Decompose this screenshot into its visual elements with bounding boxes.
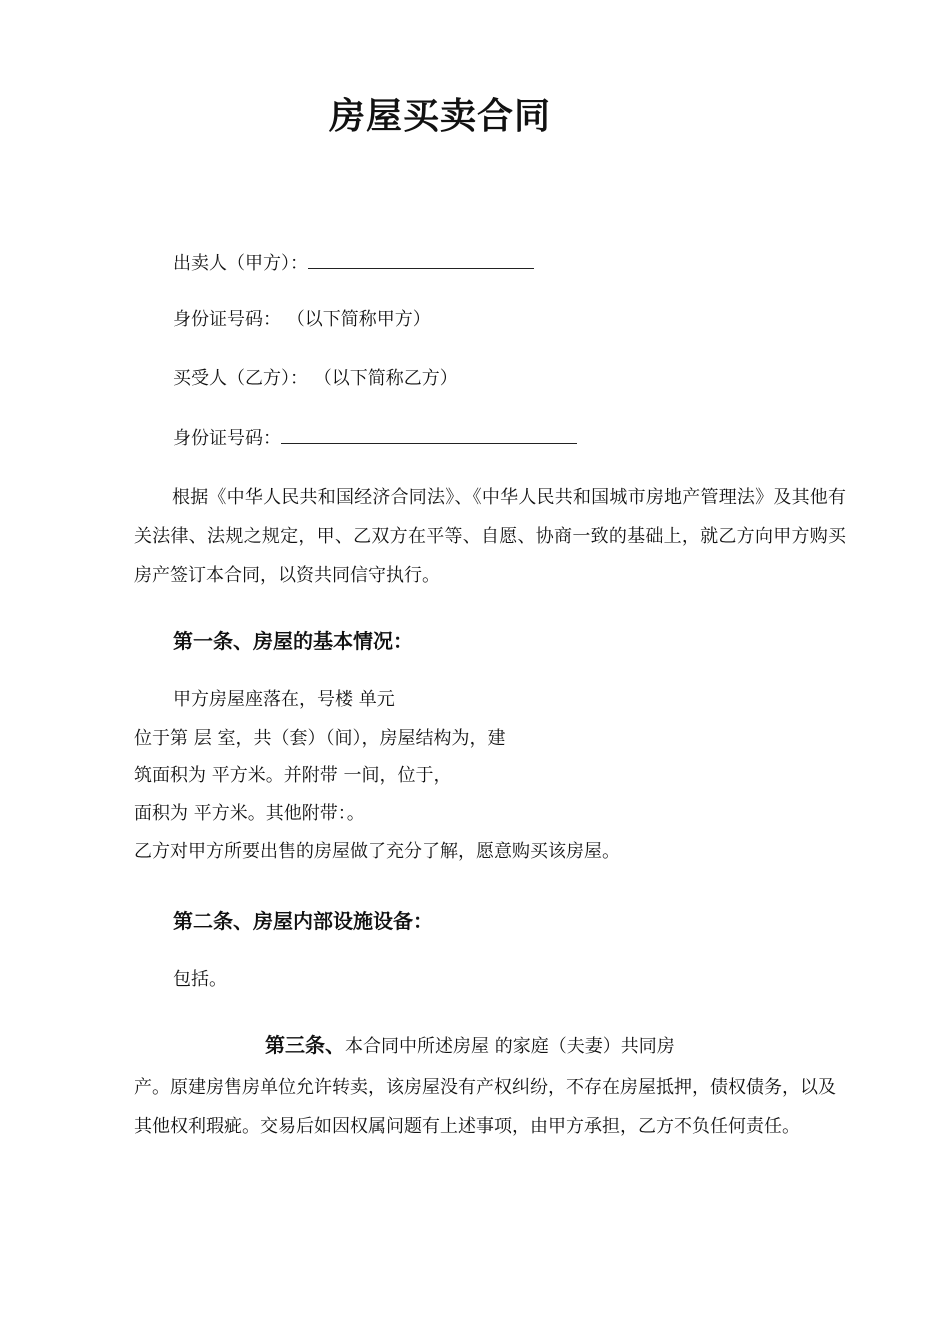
document-title: 房屋买卖合同 bbox=[328, 95, 551, 137]
article3-heading: 第三条、 bbox=[265, 1033, 345, 1057]
seller-line bbox=[173, 250, 534, 276]
seller-name-blank[interactable] bbox=[308, 250, 534, 269]
buyer-id-blank[interactable] bbox=[281, 425, 577, 444]
preamble-paragraph: 根据《中华人民共和国经济合同法》、《中华人民共和国城市房地产管理法》及其他有关法律、法规之规定，甲、乙双方在平等、自愿、协商一致的基础上，就乙方向甲方购买房产签订本合同，以资共同信守执行。 bbox=[134, 487, 846, 586]
article3-first-text: 本合同中所述房屋 的家庭（夫妻）共同房 bbox=[345, 1036, 675, 1057]
article1-line: 面积为 平方米。其他附带：。 bbox=[134, 803, 365, 824]
seller-label: 出卖人（甲方）： bbox=[173, 253, 308, 274]
article3-body: 产。原建房售房单位允许转卖，该房屋没有产权纠纷，不存在房屋抵押，债权债务，以及其他权利瑕疵。交易后如因权属问题有上述事项，由甲方承担，乙方不负任何责任。 bbox=[134, 1077, 836, 1137]
buyer-id-line bbox=[173, 425, 577, 451]
article1-heading: 第一条、房屋的基本情况： bbox=[173, 629, 413, 653]
article2-body: 包括。 bbox=[173, 969, 227, 990]
article2-heading: 第二条、房屋内部设施设备： bbox=[173, 909, 433, 933]
article1-line: 位于第 层 室，共（套）（间），房屋结构为，建 bbox=[134, 728, 506, 749]
article3-first-line bbox=[265, 1033, 675, 1059]
buyer-id-label: 身份证号码： bbox=[173, 428, 281, 449]
article1-line: 筑面积为 平方米。并附带 一间，位于， bbox=[134, 765, 452, 786]
article1-line: 乙方对甲方所要出售的房屋做了充分了解，愿意购买该房屋。 bbox=[134, 841, 620, 862]
seller-id-line: 身份证号码： （以下简称甲方） bbox=[173, 309, 431, 330]
buyer-line: 买受人（乙方）： （以下简称乙方） bbox=[173, 368, 458, 389]
article1-line: 甲方房屋座落在，号楼 单元 bbox=[173, 689, 395, 710]
